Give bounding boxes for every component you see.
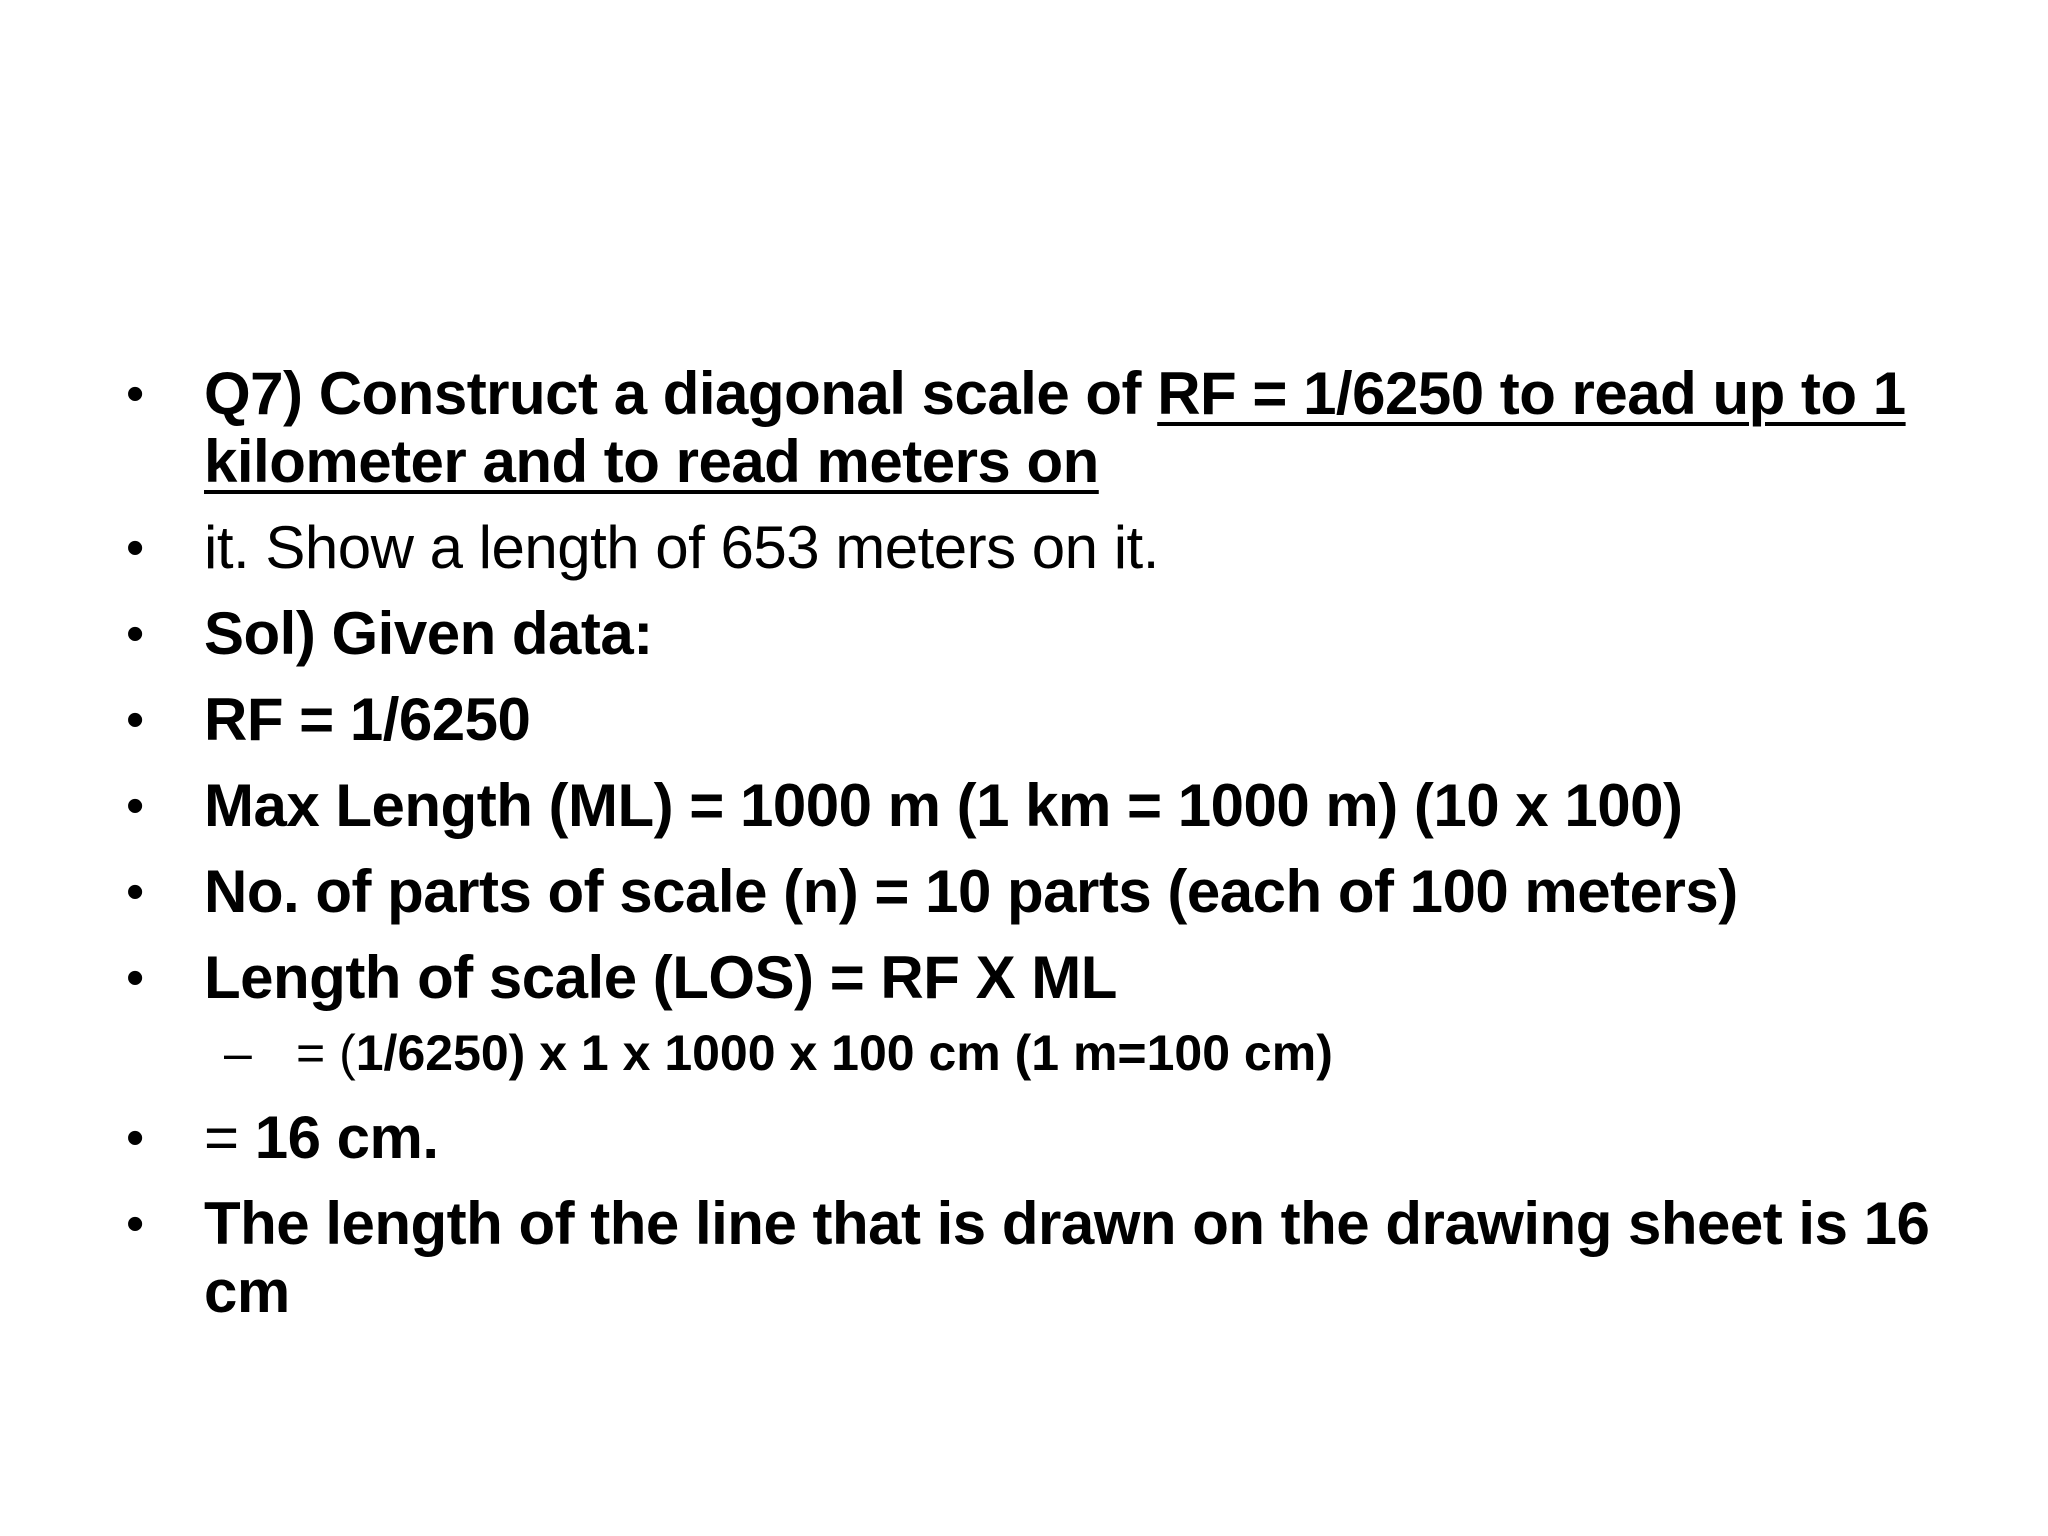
- calculation-eq: = (: [296, 1025, 356, 1081]
- bullet-dot: •: [126, 1195, 144, 1253]
- conclusion: The length of the line that is drawn on the drawing sheet is 16 cm: [204, 1190, 1930, 1325]
- length-of-scale: Length of scale (LOS) = RF X ML: [204, 944, 1117, 1011]
- conclusion-bullet: [120, 1190, 1940, 1326]
- bullet-dot: •: [126, 519, 144, 577]
- bullet-dot: •: [126, 365, 144, 423]
- solution-heading: Sol) Given data:: [204, 600, 653, 667]
- max-length-bullet: [120, 772, 1940, 840]
- bullet-dot: •: [126, 863, 144, 921]
- question-underlined: RF = 1/6250 to read up to 1 kilometer and to read meters on: [204, 360, 1906, 495]
- parts-bullet: [120, 858, 1940, 926]
- max-length: Max Length (ML) = 1000 m (1 km = 1000 m) (10 x 100): [204, 772, 1683, 839]
- question-bullet: [120, 360, 1940, 496]
- result-value: 16 cm.: [254, 1104, 439, 1171]
- bullet-dot: •: [126, 777, 144, 835]
- parts-count: No. of parts of scale (n) = 10 parts (each of 100 meters): [204, 858, 1738, 925]
- rf-bullet: [120, 686, 1940, 754]
- calculation-text: 1/6250) x 1 x 1000 x 100 cm (1 m=100 cm): [355, 1025, 1333, 1081]
- result-bullet: [120, 1104, 1940, 1172]
- bullet-dot: •: [126, 1109, 144, 1167]
- bullet-dot: •: [126, 605, 144, 663]
- sub-bullet-dash: –: [224, 1025, 252, 1081]
- question-prefix: Q7) Construct a diagonal scale of: [204, 360, 1158, 427]
- bullet-list: [120, 360, 1940, 1344]
- calculation-sub-bullet: [120, 1024, 1940, 1082]
- length-of-scale-bullet: [120, 944, 1940, 1012]
- result-eq: =: [204, 1104, 255, 1171]
- bullet-dot: •: [126, 691, 144, 749]
- solution-heading-bullet: [120, 600, 1940, 668]
- question-continuation-bullet: [120, 514, 1940, 582]
- bullet-dot: •: [126, 949, 144, 1007]
- question-continuation: it. Show a length of 653 meters on it.: [204, 514, 1159, 581]
- rf-value: RF = 1/6250: [204, 686, 531, 753]
